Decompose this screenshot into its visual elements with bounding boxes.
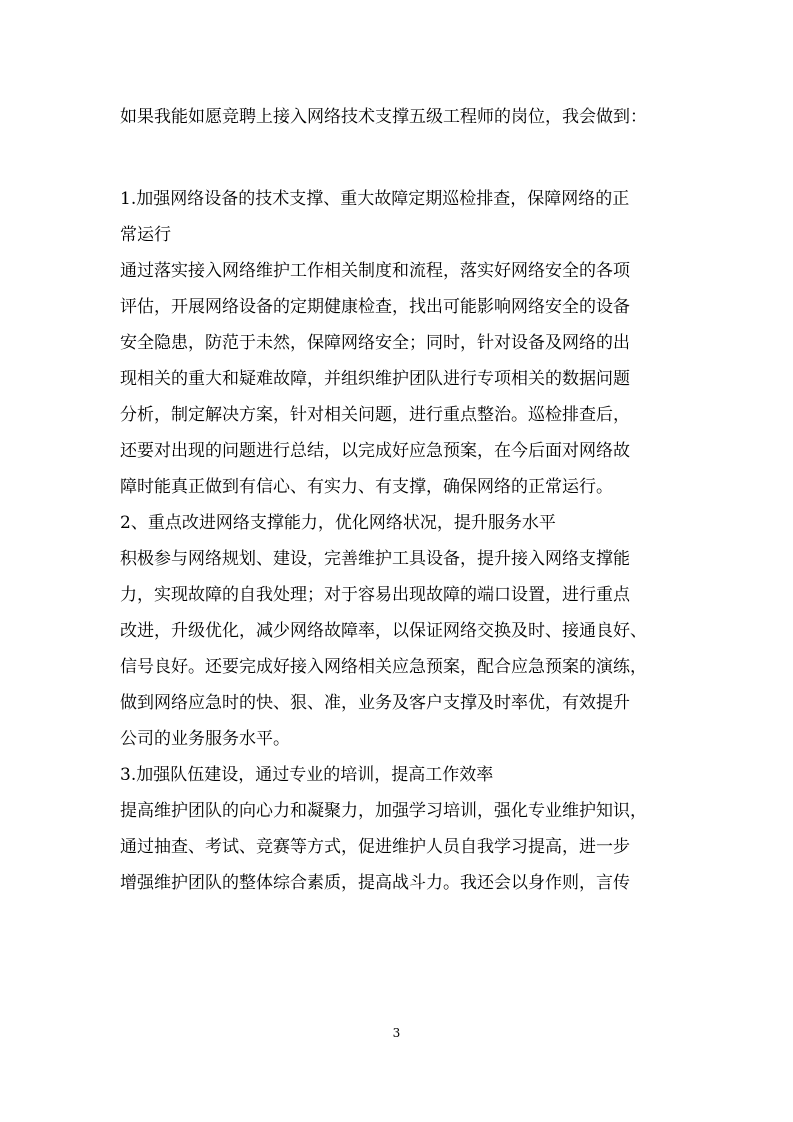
paragraph-line: 公司的业务服务水平。 xyxy=(120,729,290,749)
section-heading-line: 1.加强网络设备的技术支撑、重大故障定期巡检排查，保障网络的正 xyxy=(120,189,630,209)
paragraph-line: 提高维护团队的向心力和凝聚力，加强学习培训，强化专业维护知识， xyxy=(120,801,647,821)
paragraph-line: 还要对出现的问题进行总结，以完成好应急预案，在今后面对网络故 xyxy=(120,441,630,461)
paragraph-line: 安全隐患，防范于未然，保障网络安全；同时，针对设备及网络的出 xyxy=(120,333,630,353)
section-3 xyxy=(120,757,686,901)
paragraph-line: 信号良好。还要完成好接入网络相关应急预案，配合应急预案的演练， xyxy=(120,657,647,677)
paragraph-line: 改进，升级优化，减少网络故障率，以保证网络交换及时、接通良好、 xyxy=(120,621,647,641)
paragraph-line: 增强维护团队的整体综合素质，提高战斗力。我还会以身作则，言传 xyxy=(120,873,630,893)
paragraph-line: 力，实现故障的自我处理；对于容易出现故障的端口设置，进行重点 xyxy=(120,585,630,605)
paragraph-line: 通过抽查、考试、竞赛等方式，促进维护人员自我学习提高，进一步 xyxy=(120,837,630,857)
paragraph-line: 现相关的重大和疑难故障，并组织维护团队进行专项相关的数据问题 xyxy=(120,369,630,389)
page-number: 3 xyxy=(392,1026,401,1040)
document-body xyxy=(120,99,686,901)
section-heading-line: 3.加强队伍建设，通过专业的培训，提高工作效率 xyxy=(120,765,494,785)
section-1 xyxy=(120,181,686,505)
paragraph-line: 评估，开展网络设备的定期健康检查，找出可能影响网络安全的设备 xyxy=(120,297,630,317)
paragraph-line: 分析，制定解决方案，针对相关问题，进行重点整治。巡检排查后， xyxy=(120,405,630,425)
paragraph-line: 做到网络应急时的快、狠、准，业务及客户支撑及时率优，有效提升 xyxy=(120,693,630,713)
section-2 xyxy=(120,505,686,757)
paragraph-line: 障时能真正做到有信心、有实力、有支撑，确保网络的正常运行。 xyxy=(120,477,613,497)
section-heading-line: 2、重点改进网络支撑能力，优化网络状况，提升服务水平 xyxy=(120,513,556,533)
paragraph-gap xyxy=(120,135,686,181)
paragraph-line: 积极参与网络规划、建设，完善维护工具设备，提升接入网络支撑能 xyxy=(120,549,630,569)
section-heading-line: 常运行 xyxy=(120,225,171,245)
intro-paragraph: 如果我能如愿竞聘上接入网络技术支撑五级工程师的岗位，我会做到： xyxy=(120,107,647,127)
paragraph-line: 通过落实接入网络维护工作相关制度和流程，落实好网络安全的各项 xyxy=(120,261,630,281)
